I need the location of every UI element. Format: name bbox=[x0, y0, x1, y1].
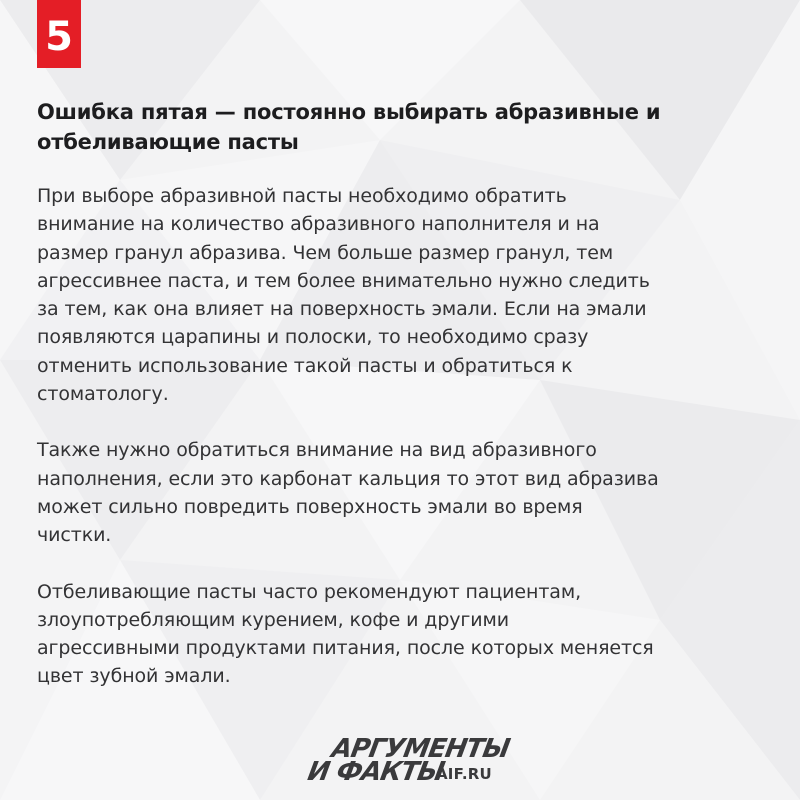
aif-logo bbox=[305, 734, 518, 788]
step-number-badge bbox=[37, 0, 81, 68]
paragraph-abrasive-type: Также нужно обратиться внимание на вид абразивного наполнения, если это карбонат кальция то этот вид абразива может сильно повредить поверхность эмали во время чистки. bbox=[37, 439, 659, 547]
paragraph-whitening: Отбеливающие пасты часто рекомендуют пациентам, злоупотребляющим курением, кофе и другими агрессивными продуктами питания, после которых меняется цвет зубной эмали. bbox=[37, 580, 654, 688]
logo-line-argumenty: АРГУМЕНТЫ bbox=[329, 734, 512, 764]
logo-site-url: AIF.RU bbox=[436, 765, 492, 783]
logo-line-i-fakty: И ФАКТЫ bbox=[305, 757, 447, 787]
step-number: 5 bbox=[45, 14, 73, 60]
slide-headline: Ошибка пятая — постоянно выбирать абразивные и отбеливающие пасты bbox=[37, 100, 661, 154]
paragraph-abrasive-choice: При выборе абразивной пасты необходимо обратить внимание на количество абразивного наполнителя и на размер гранул абразива. Чем больше размер гранул, тем агрессивнее паста, и тем более внимательно нужно следить за тем, как она влияет на поверхность эмали. Если на эмали появляются царапины и полоски, то необходимо сразу отменить использование такой пасты и обратиться к стоматологу. bbox=[37, 185, 650, 406]
article-body bbox=[37, 182, 767, 719]
